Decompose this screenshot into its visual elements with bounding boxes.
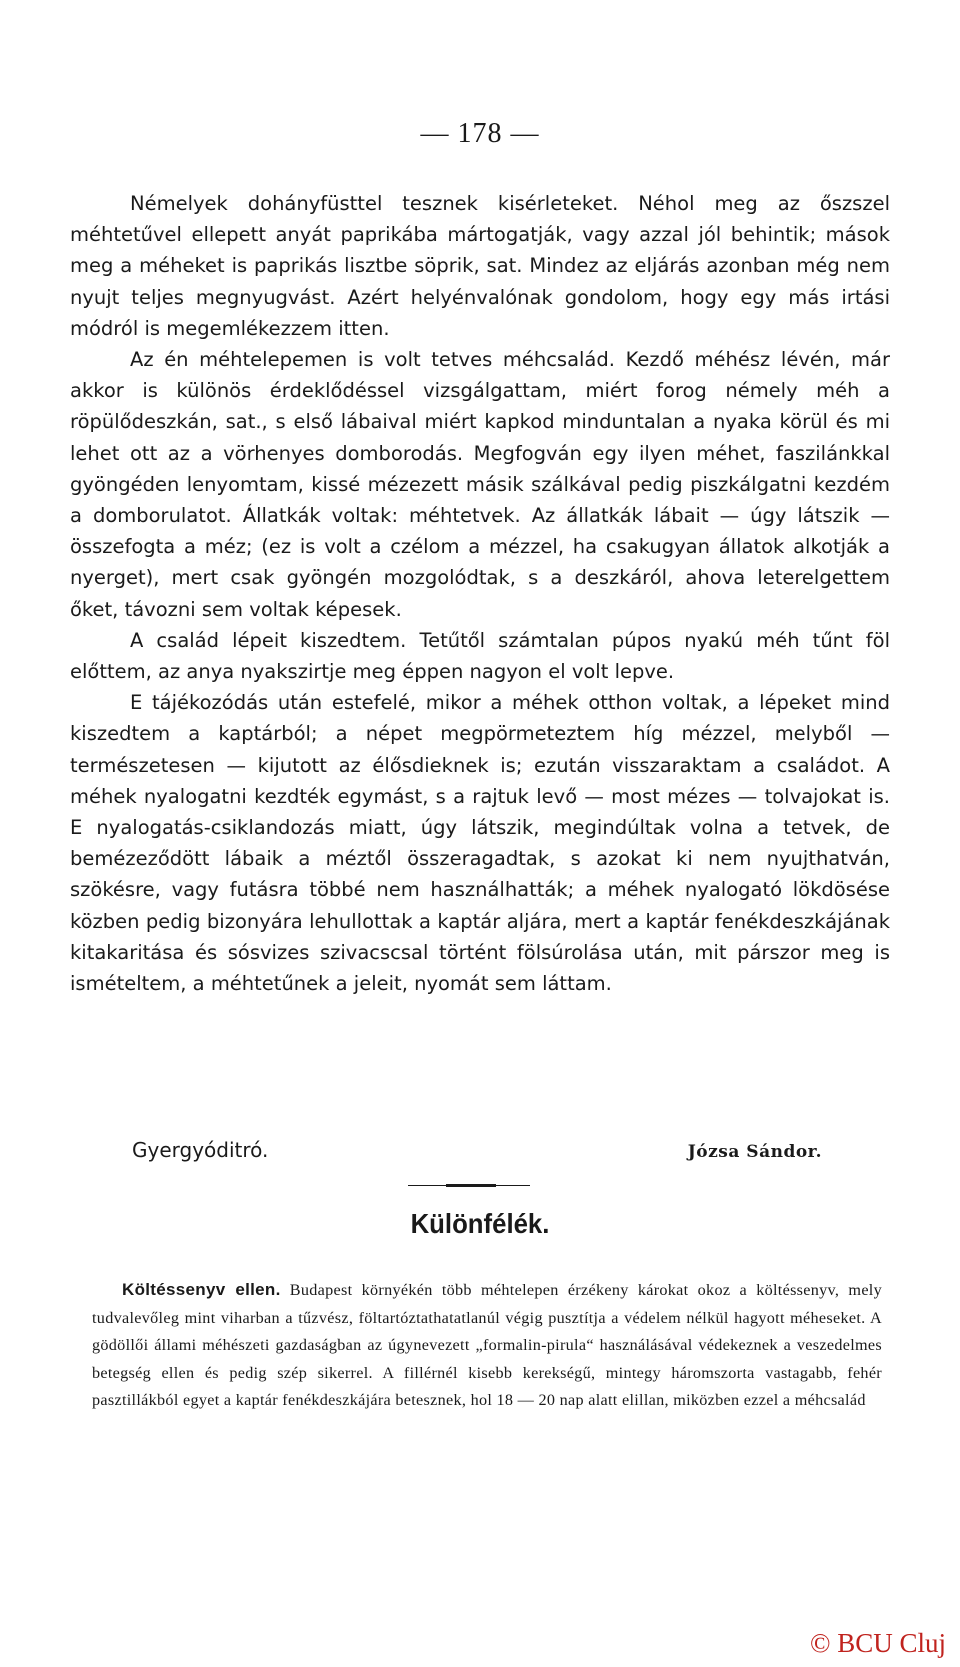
section-divider — [408, 1182, 530, 1190]
article-body — [70, 188, 890, 999]
section-body — [92, 1276, 882, 1415]
section-lead: Költéssenyv ellen. — [122, 1280, 281, 1299]
paragraph: Némelyek dohányfüsttel tesznek kisérleteket. Néhol meg az őszszel méhtetűvel ellepett anyát paprikába mártogatják, vagy azzal jól behintik; mások meg a méheket is paprikás lisztbe söprik, sat. Mindez az eljárás azonban még nem nyujt teljes megnyugvást. Azért helyénvalónak gondolom, hogy egy más irtási módról is megemlékezzem itten. — [70, 192, 890, 340]
section-paragraph — [92, 1276, 882, 1415]
section-title: Különfélék. — [410, 1208, 550, 1239]
signature-author: Józsa Sándor. — [687, 1142, 822, 1162]
library-watermark: © BCU Cluj — [809, 1628, 946, 1658]
page-number: — 178 — — [420, 118, 540, 149]
section-text: Budapest környékén több méhtelepen érzékeny károkat okoz a költéssenyv, mely tudvalevőleg mint viharban a tűzvész, föltartóztathatatlanúl végig pusztítja a védelem nélkül hagyott méheseket. A gödöllői állami méhészeti gazdaságban az úgynevezett „formalin-pirula“ használásával védekeznek a veszedelmes betegség ellen és pedig szép sikerrel. A fillérnél kisebb kerekségű, mintegy háromszorta vastagabb, fehér pasztillákból egyet a kaptár fenékdeszkájára betesznek, hol 18 — 20 nap alatt elillan, miközben ezzel a méhcsalád — [92, 1281, 882, 1410]
paragraph: E tájékozódás után estefelé, mikor a méhek otthon voltak, a lépeket mind kiszedtem a kaptárból; a népet megpörmeteztem híg mézzel, melyből — természetesen — kijutott az élősdieknek is; ezután visszaraktam a családot. A méhek nyalogatni kezdték egymást, s a rajtuk levő — most mézes — tolvajokat is. E nyalogatás-csiklandozás miatt, úgy látszik, megindúltak volna a tetvek, de bemézeződött lábaik a méztől összeragadtak, s azokat ki nem nyujthatván, szökésre, vagy futásra többé nem használhatták; a méhek nyalogató lökdösése közben pedig bizonyára lehullottak a kaptár aljára, mert a kaptár fenékdeszkájának kitakaritása és sósvizes szivacscsal történt fölsúrolása után, mit párszor meg is ismételtem, a méhtetűnek a jeleit, nyomát sem láttam. — [70, 691, 890, 996]
paragraph: Az én méhtelepemen is volt tetves méhcsalád. Kezdő méhész lévén, már akkor is különös érdeklődéssel vizsgálgattam, miért forog némely méh a röpülődeszkán, sat., s első lábaival miért kapkod minduntalan a nyaka körül és mi lehet ott az a vörhenyes domborodás. Megfogván egy ilyen méhet, faszilánkkal gyöngéden lenyomtam, kissé mézezett másik szálkával pedig piszkálgatni kezdém a domborulatot. Állatkák voltak: méhtetvek. Az állatkák lábait — úgy látszik — összefogta a méz; (ez is volt a czélom a mézzel, ha csakugyan állatok alkotják a nyerget), mert csak gyöngén mozgolódtak, s a deszkáról, ahova leterelgettem őket, távozni sem voltak képesek. — [70, 348, 890, 621]
article-signature — [132, 1138, 822, 1162]
paragraph: A család lépeit kiszedtem. Tetűtől számtalan púpos nyakú méh tűnt föl előttem, az anya nyakszirtje meg éppen nagyon el volt lepve. — [70, 628, 890, 684]
signature-place: Gyergyóditró. — [132, 1138, 269, 1162]
divider-bar — [446, 1184, 496, 1187]
